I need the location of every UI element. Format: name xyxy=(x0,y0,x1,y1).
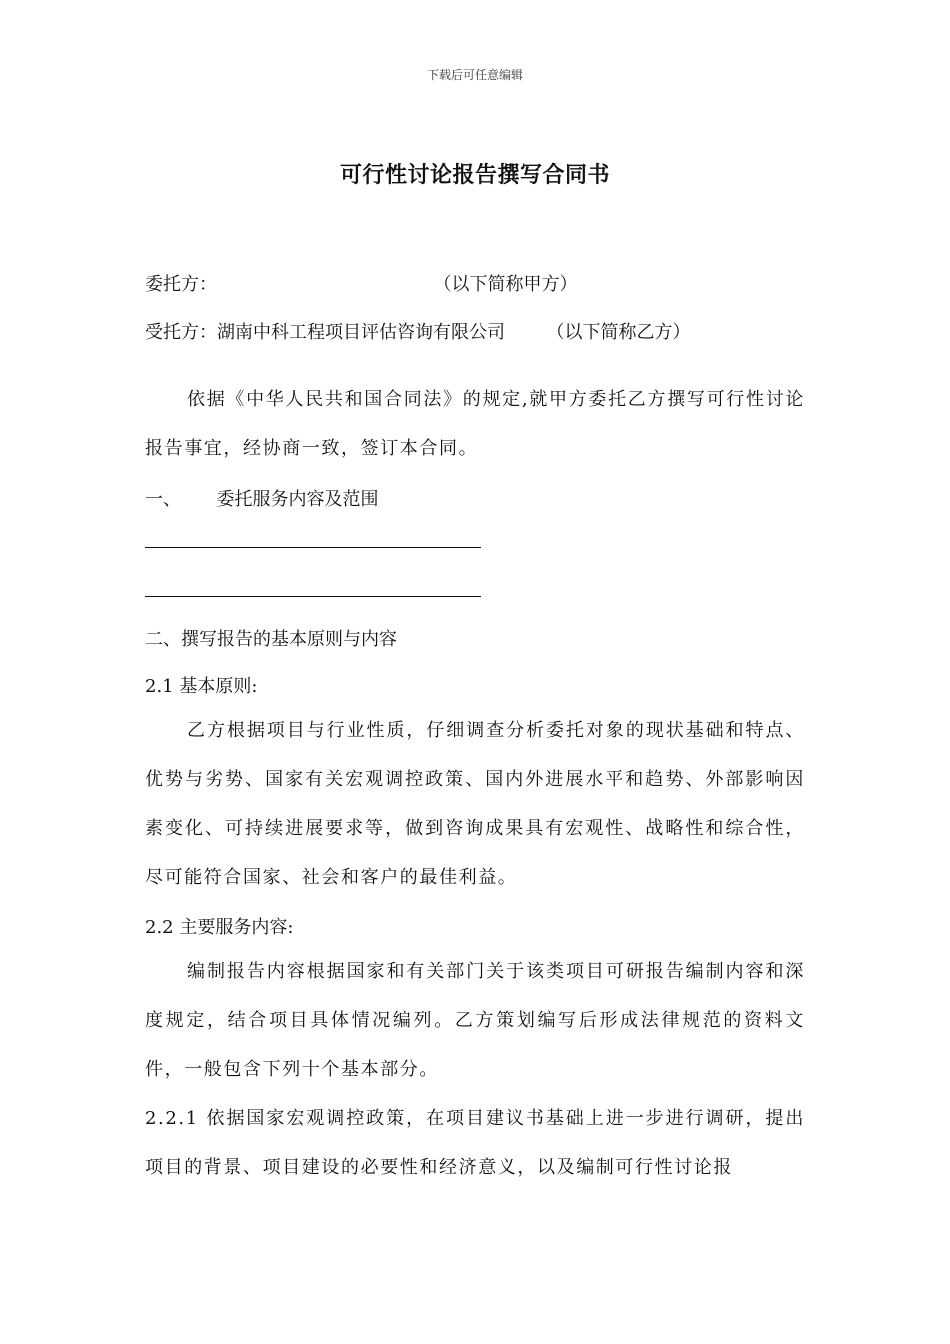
section2-2-heading: 2.2 主要服务内容: xyxy=(145,917,294,938)
header-note: 下载后可任意编辑 xyxy=(426,68,523,82)
section2-2-body: 编制报告内容根据国家和有关部门关于该类项目可研报告编制内容和深度规定，结合项目具体情况编列。乙方策划编写后形成法律规范的资料文件，一般包含下列十个基本部分。 xyxy=(145,961,805,1080)
blank-line-2 xyxy=(145,596,481,597)
contractor-note: （以下简称乙方） xyxy=(546,322,691,343)
document-title: 可行性讨论报告撰写合同书 xyxy=(339,163,610,188)
section1-heading xyxy=(145,485,378,511)
section1-number: 一、 xyxy=(145,489,181,510)
intro-paragraph: 依据《中华人民共和国合同法》的规定,就甲方委托乙方撰写可行性讨论报告事宜，经协商一致，签订本合同。 xyxy=(145,389,805,459)
contractor-line xyxy=(145,318,690,344)
blank-line-1 xyxy=(145,547,481,548)
client-note: （以下简称甲方） xyxy=(433,274,578,295)
client-line xyxy=(145,270,577,296)
contractor-label: 受托方：湖南中科工程项目评估咨询有限公司 xyxy=(145,322,505,343)
section1-title: 委托服务内容及范围 xyxy=(216,489,379,510)
section2-1-body: 乙方根据项目与行业性质，仔细调查分析委托对象的现状基础和特点、优势与劣势、国家有关宏观调控政策、国内外进展水平和趋势、外部影响因素变化、可持续进展要求等，做到咨询成果具有宏观性、战略性和综合性，尽可能符合国家、社会和客户的最佳利益。 xyxy=(145,720,805,888)
client-label: 委托方： xyxy=(145,274,217,295)
section2-1-heading: 2.1 基本原则: xyxy=(145,676,258,697)
section2-2-1-body: 2.2.1 依据国家宏观调控政策，在项目建议书基础上进一步进行调研，提出项目的背景、项目建设的必要性和经济意义，以及编制可行性讨论报 xyxy=(145,1108,805,1178)
section2-heading: 二、撰写报告的基本原则与内容 xyxy=(145,629,397,650)
